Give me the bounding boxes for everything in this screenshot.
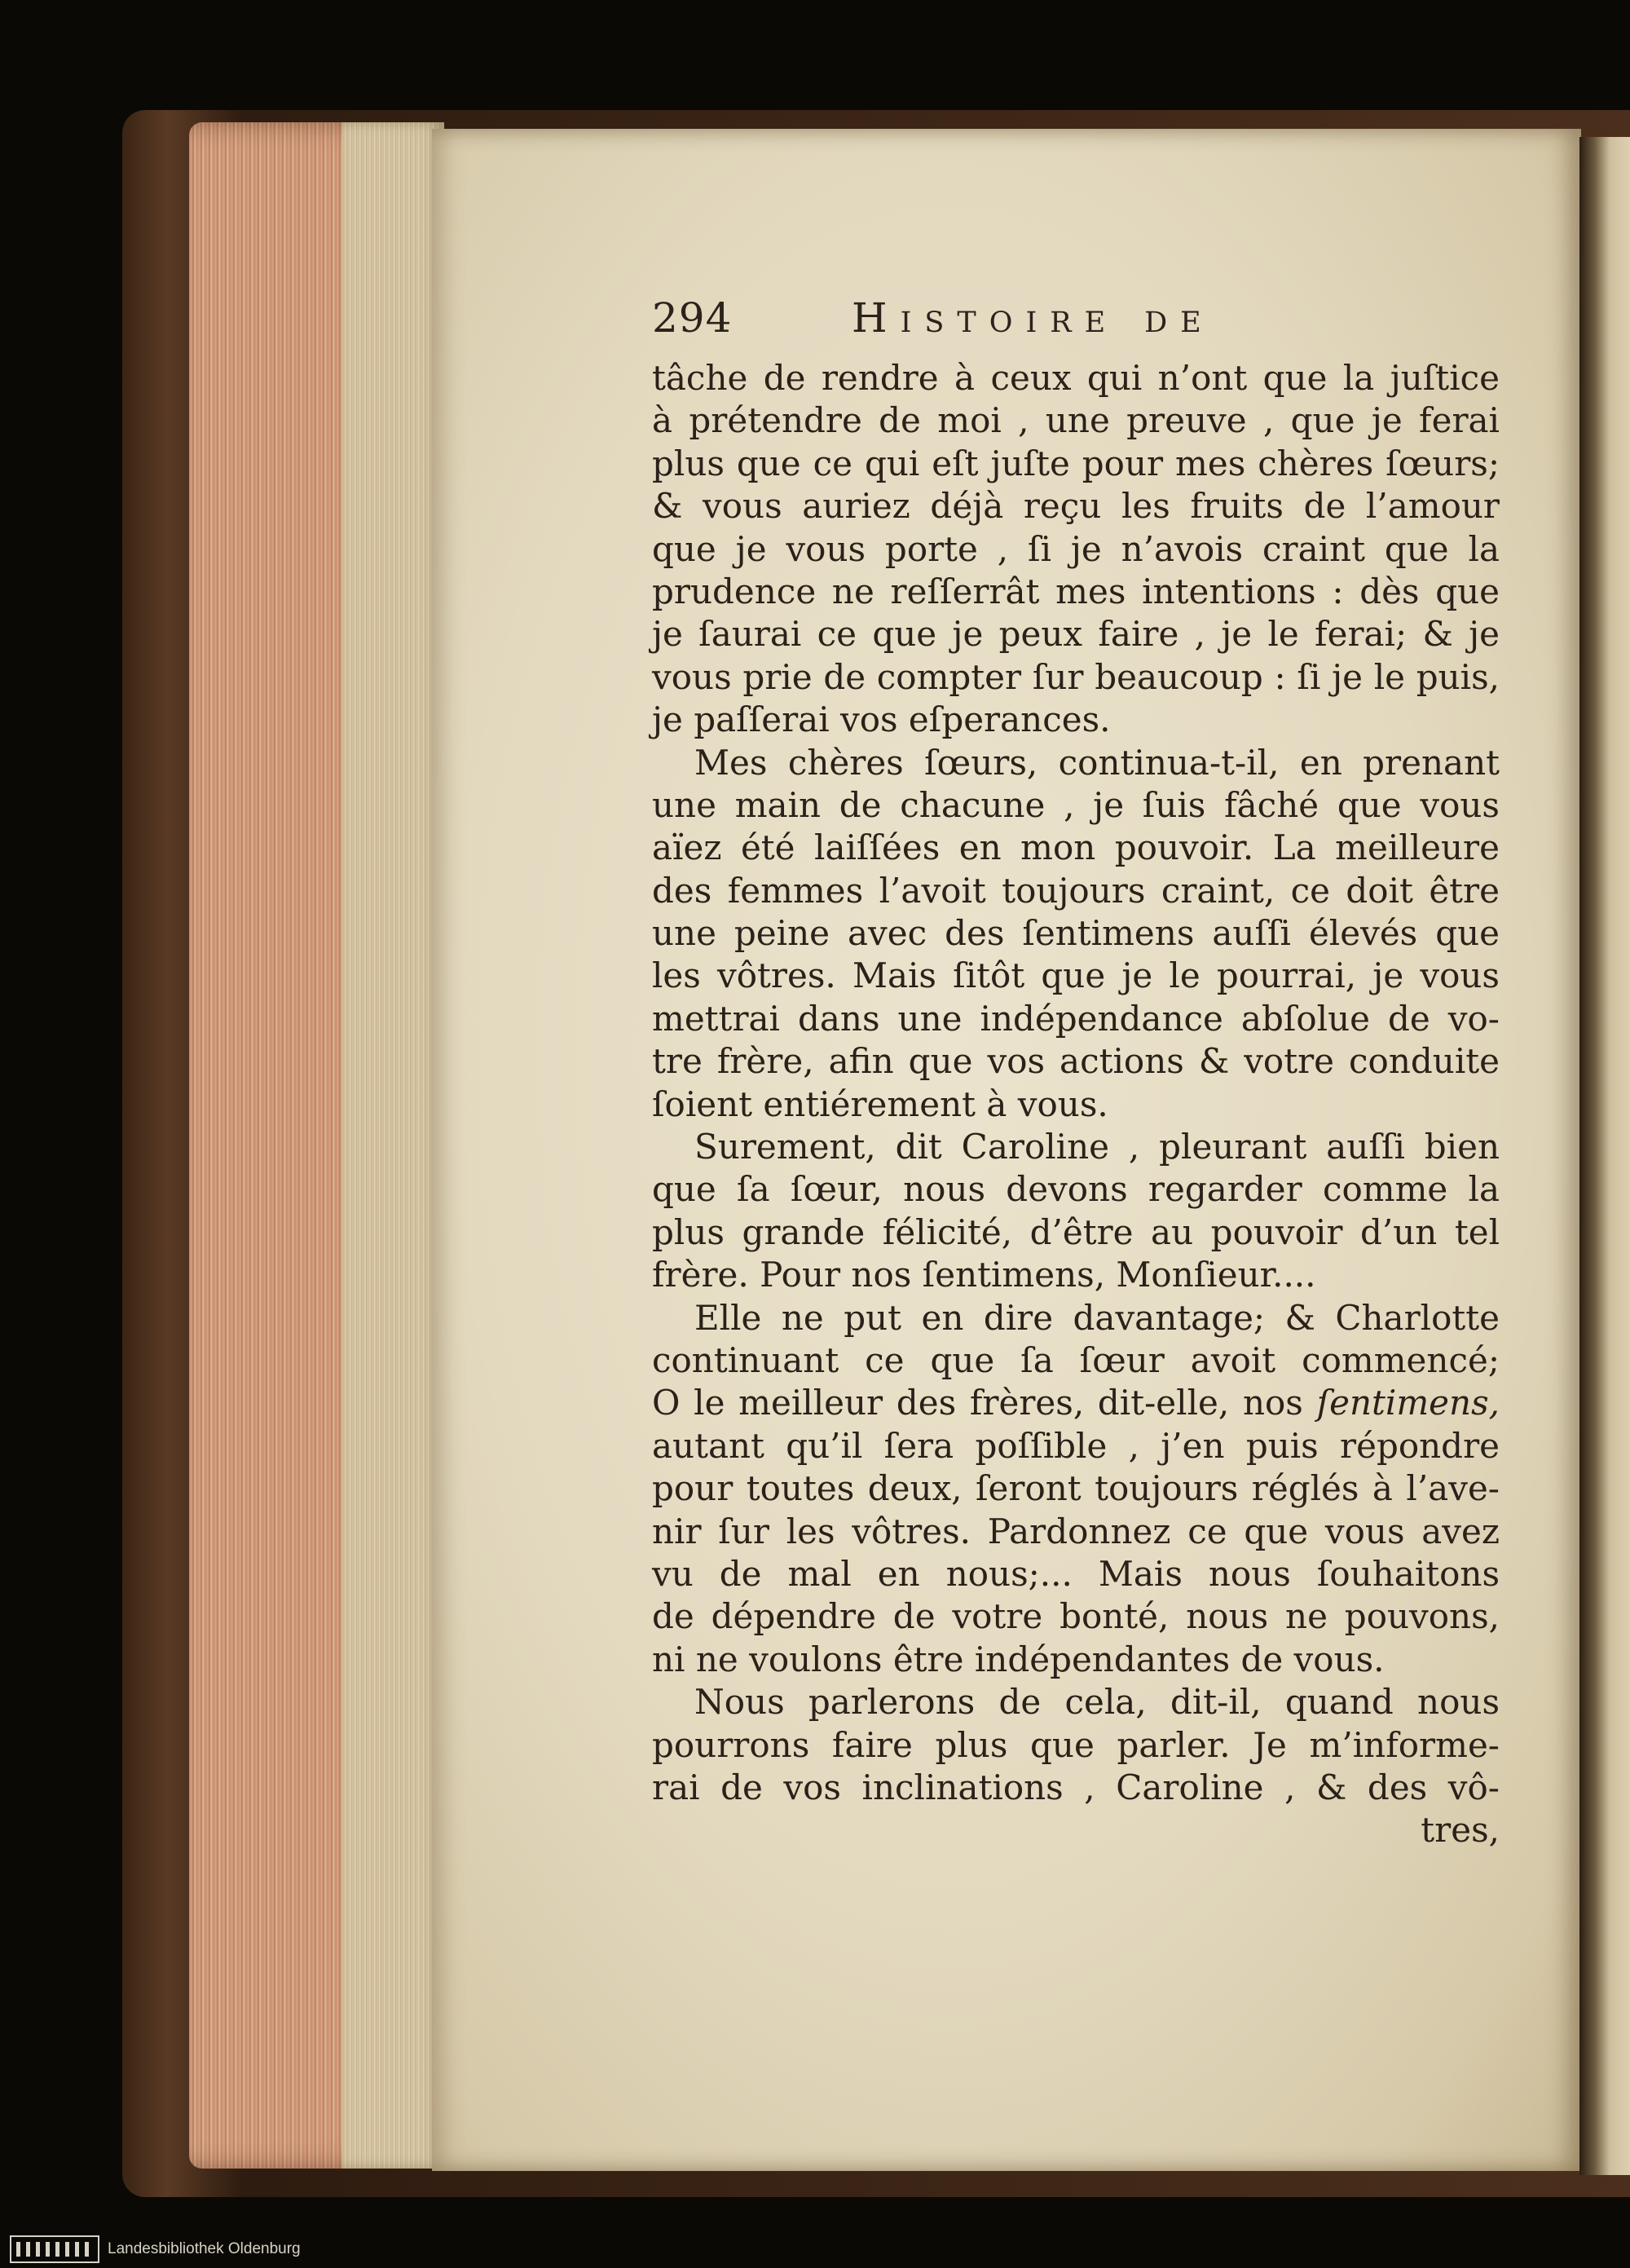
text-line: Nous parlerons de cela, dit-il, quand nous	[694, 1682, 1500, 1723]
text-line: que ſa ſœur, nous devons regarder comme la	[652, 1169, 1500, 1210]
italic-word: ſentimens,	[1316, 1383, 1500, 1423]
text-line: plus grande félicité, d’être au pouvoir d’un tel	[652, 1211, 1500, 1252]
text-line: plus que ce qui eſt juſte pour mes chères ſœurs;	[652, 443, 1500, 483]
library-name: Landesbibliothek Oldenburg	[108, 2240, 301, 2257]
page-number: 294	[652, 294, 733, 342]
text-line: ni ne voulons être indépendantes de vous.	[652, 1639, 1385, 1679]
text-line: Surement, dit Caroline , pleurant auſſi bien	[694, 1127, 1500, 1167]
page-block-inner-edge	[342, 122, 444, 2169]
running-title: Histoire de	[852, 294, 1214, 342]
text-line: tre frère, afin que vos actions & votre conduite	[652, 1041, 1500, 1082]
text-line: continuant ce que ſa ſœur avoit commencé;	[652, 1339, 1500, 1380]
text-line: ſoient entiérement à vous.	[652, 1083, 1108, 1124]
text-line: rai de vos inclinations , Caroline , & des vô-	[652, 1767, 1500, 1807]
text-line: autant qu’il ſera poſſible , j’en puis répondre	[652, 1425, 1500, 1466]
page-body-text	[652, 357, 1500, 1852]
text-line: à prétendre de moi , une preuve , que je ferai	[652, 400, 1500, 441]
text-line: prudence ne reſſerrât mes intentions : dès que	[652, 571, 1500, 611]
text-line: les vôtres. Mais ſitôt que je le pourrai, je vous	[652, 955, 1500, 996]
text-line: je ſaurai ce que je peux faire , je le ferai; & je	[652, 614, 1500, 655]
facing-page-edge	[1579, 137, 1630, 2175]
text-line: une peine avec des ſentimens auſſi élevés que	[652, 913, 1500, 954]
text-line: une main de chacune , je ſuis fâché que vous	[652, 784, 1500, 825]
text-line	[652, 1382, 1500, 1424]
text-line: aïez été laiſſées en mon pouvoir. La meilleure	[652, 827, 1500, 868]
text-line: vous prie de compter ſur beaucoup : ſi je le puis,	[652, 656, 1500, 697]
text-line: des femmes l’avoit toujours craint, ce doit être	[652, 870, 1500, 911]
text-line: nir ſur les vôtres. Pardonnez ce que vous avez	[652, 1511, 1500, 1551]
text-line: Elle ne put en dire davantage; & Charlotte	[694, 1297, 1500, 1338]
catchword: tres,	[1421, 1810, 1500, 1851]
text-line: pourrons faire plus que parler. Je m’informe-	[652, 1724, 1500, 1765]
text-line: vu de mal en nous;... Mais nous ſouhaitons	[652, 1553, 1500, 1594]
text-line: tâche de rendre à ceux qui n’ont que la juſtice	[652, 358, 1500, 398]
text-line: je paſſerai vos eſperances.	[652, 699, 1111, 740]
text-line: & vous auriez déjà reçu les fruits de l’amour	[652, 486, 1500, 527]
text-line-segment: O le meilleur des frères, dit-elle, nos	[652, 1383, 1303, 1423]
library-building-icon	[10, 2235, 99, 2263]
text-line: de dépendre de votre bonté, nous ne pouvons,	[652, 1596, 1500, 1637]
text-line: pour toutes deux, ſeront toujours réglés à l’ave-	[652, 1468, 1500, 1509]
text-line: que je vous porte , ſi je n’avois craint que la	[652, 528, 1500, 569]
page-header	[652, 289, 1548, 355]
text-line: mettrai dans une indépendance abſolue de vo-	[652, 998, 1500, 1039]
text-line: Mes chères ſœurs, continua-t-il, en prenant	[694, 742, 1500, 783]
text-line: frère. Pour nos ſentimens, Monſieur....	[652, 1255, 1316, 1295]
